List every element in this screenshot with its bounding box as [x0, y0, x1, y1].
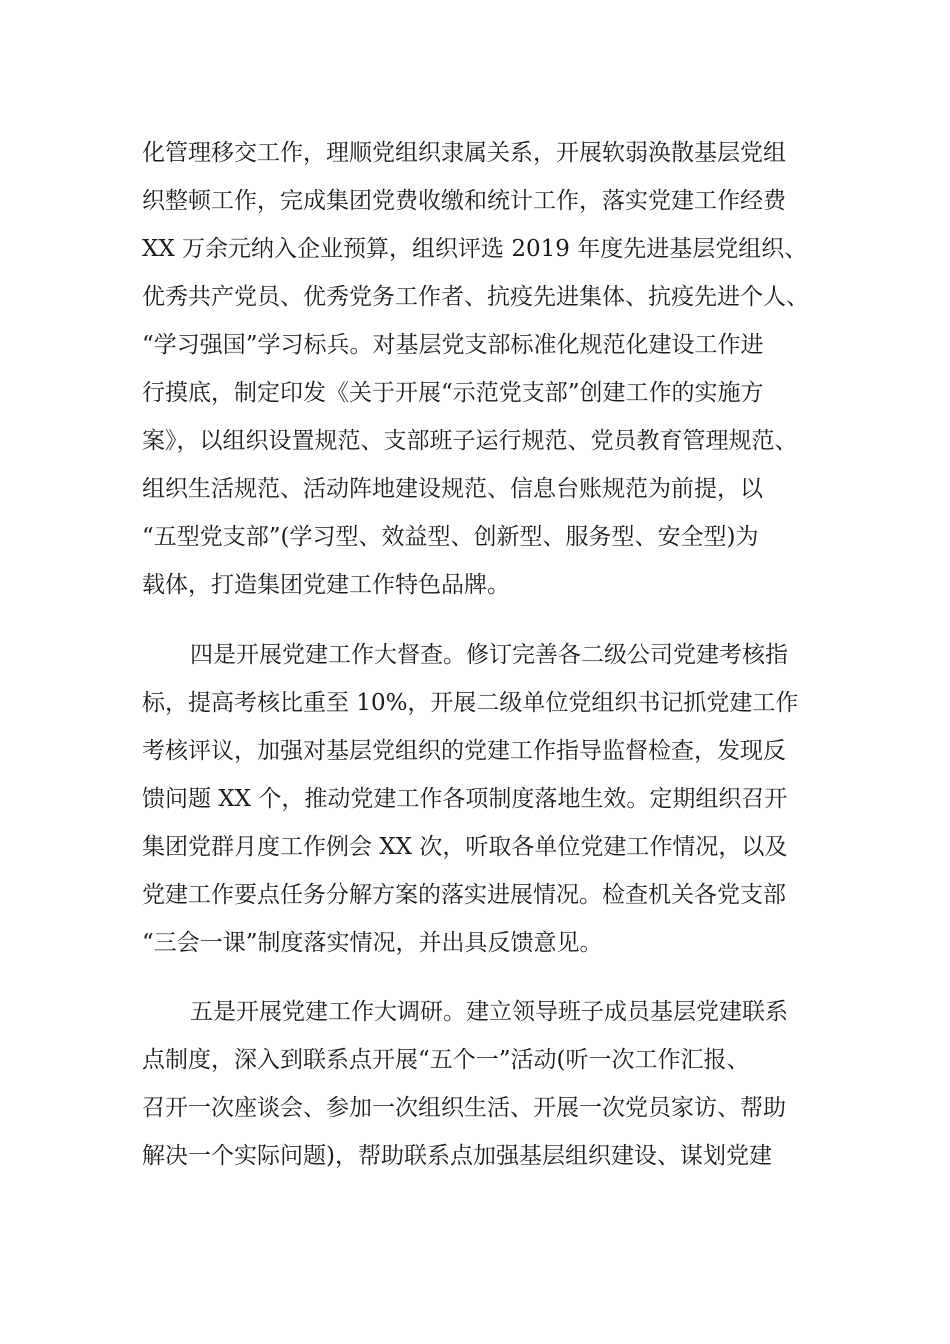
paragraph-3-line: 点制度，深入到联系点开展“五个一”活动(听一次工作汇报、: [142, 1047, 750, 1073]
paragraph-1-line: 案》，以组织设置规范、支部班子运行规范、党员教育管理规范、: [142, 428, 798, 454]
paragraph-1-line: 组织生活规范、活动阵地建设规范、信息台账规范为前提，以: [142, 476, 763, 502]
paragraph-3-line: 解决一个实际问题)，帮助联系点加强基层组织建设、谋划党建: [142, 1143, 772, 1169]
paragraph-1-line: XX 万余元纳入企业预算，组织评选 2019 年度先进基层党组织、: [142, 236, 808, 262]
paragraph-3-line: 五是开展党建工作大调研。建立领导班子成员基层党建联系: [190, 999, 788, 1025]
paragraph-1-line: 行摸底，制定印发《关于开展“示范党支部”创建工作的实施方: [142, 380, 764, 406]
paragraph-2-line: 党建工作要点任务分解方案的落实进展情况。检查机关各党支部: [142, 882, 786, 908]
paragraph-1-line: 优秀共产党员、优秀党务工作者、抗疫先进集体、抗疫先进个人、: [142, 284, 809, 310]
paragraph-2-line: 考核评议，加强对基层党组织的党建工作指导监督检查，发现反: [142, 738, 786, 764]
paragraph-3-line: 召开一次座谈会、参加一次组织生活、开展一次党员家访、帮助: [142, 1095, 786, 1121]
paragraph-2-line: 四是开展党建工作大督查。修订完善各二级公司党建考核指: [190, 642, 788, 668]
paragraph-2-line: 馈问题 XX 个，推动党建工作各项制度落地生效。定期组织召开: [142, 786, 788, 812]
paragraph-2-line: 标，提高考核比重至 10%，开展二级单位党组织书记抓党建工作: [142, 690, 799, 716]
paragraph-1-line: “学习强国”学习标兵。对基层党支部标准化规范化建设工作进: [142, 332, 764, 358]
paragraph-1-line: “五型党支部”(学习型、效益型、创新型、服务型、安全型)为: [142, 524, 759, 550]
paragraph-2-line: 集团党群月度工作例会 XX 次，听取各单位党建工作情况，以及: [142, 834, 788, 860]
paragraph-2-line: “三会一课”制度落实情况，并出具反馈意见。: [142, 930, 603, 956]
paragraph-1-line: 载体，打造集团党建工作特色品牌。: [142, 572, 510, 598]
paragraph-1-line: 织整顿工作，完成集团党费收缴和统计工作，落实党建工作经费: [142, 188, 786, 214]
paragraph-1-line: 化管理移交工作，理顺党组织隶属关系，开展软弱涣散基层党组: [142, 140, 786, 166]
